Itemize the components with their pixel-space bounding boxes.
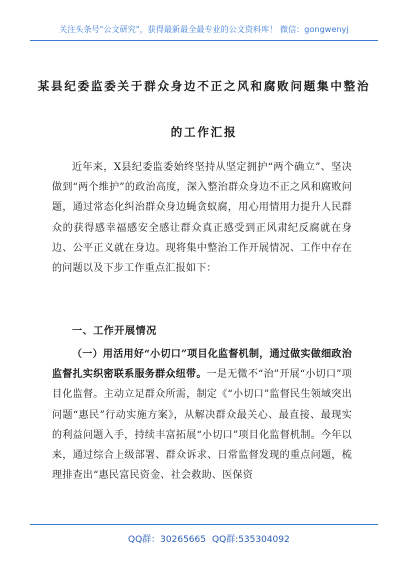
subsection-heading: （一）用活用好“小切口”项目化监督机制，通过做实做细政治监督扎实织密联系服务群众纽带。 [52, 349, 352, 381]
header-banner: 关注头条号"公文研究"，获得最新最全最专业的公文资料库！ 微信：gongwenyj [59, 25, 349, 34]
footer-rule [30, 524, 378, 525]
footer-qq-group-1: QQ群：30265665 [128, 535, 206, 545]
intro-paragraph: 近年来，X县纪委监委始终坚持从坚定拥护“两个确立”、坚决做到“两个维护”的政治高度，深入整治群众身边不正之风和腐败问题，通过常态化纠治群众身边蝇贪蚁腐，用心用情用力提升人民群众的获得感幸福感安全感让群众真正感受到正风肃纪反腐就在身边、公平正义就在身边。现将集中整治工作开展情况、工作中存在的问题以及下步工作重点汇报如下： [52, 162, 352, 275]
section-heading: 一、工作开展情况 [72, 326, 157, 337]
header-rule [30, 40, 378, 41]
subsection-body: 一是无微不“治”开展“小切口”项目化监督。主动立足群众所需，制定《“小切口”监督民生领域突出问题“惠民”行动实施方案》，从解决群众最关心、最直接、最现实的利益问题入手，持续丰富拓展“小切口”项目化监督机制。今年以来，通过综合上级部署、群众诉求、日常监督发现的重点问题，梳理排查出“惠民富民资金、社会救助、医保资 [52, 369, 352, 482]
footer-qq-group-2: QQ群:535304092 [212, 535, 290, 545]
document-title-line1: 某县纪委监委关于群众身边不正之风和腐败问题集中整治 [37, 79, 371, 93]
document-title-line2: 的工作汇报 [170, 125, 238, 139]
subsection-paragraph [52, 345, 352, 486]
